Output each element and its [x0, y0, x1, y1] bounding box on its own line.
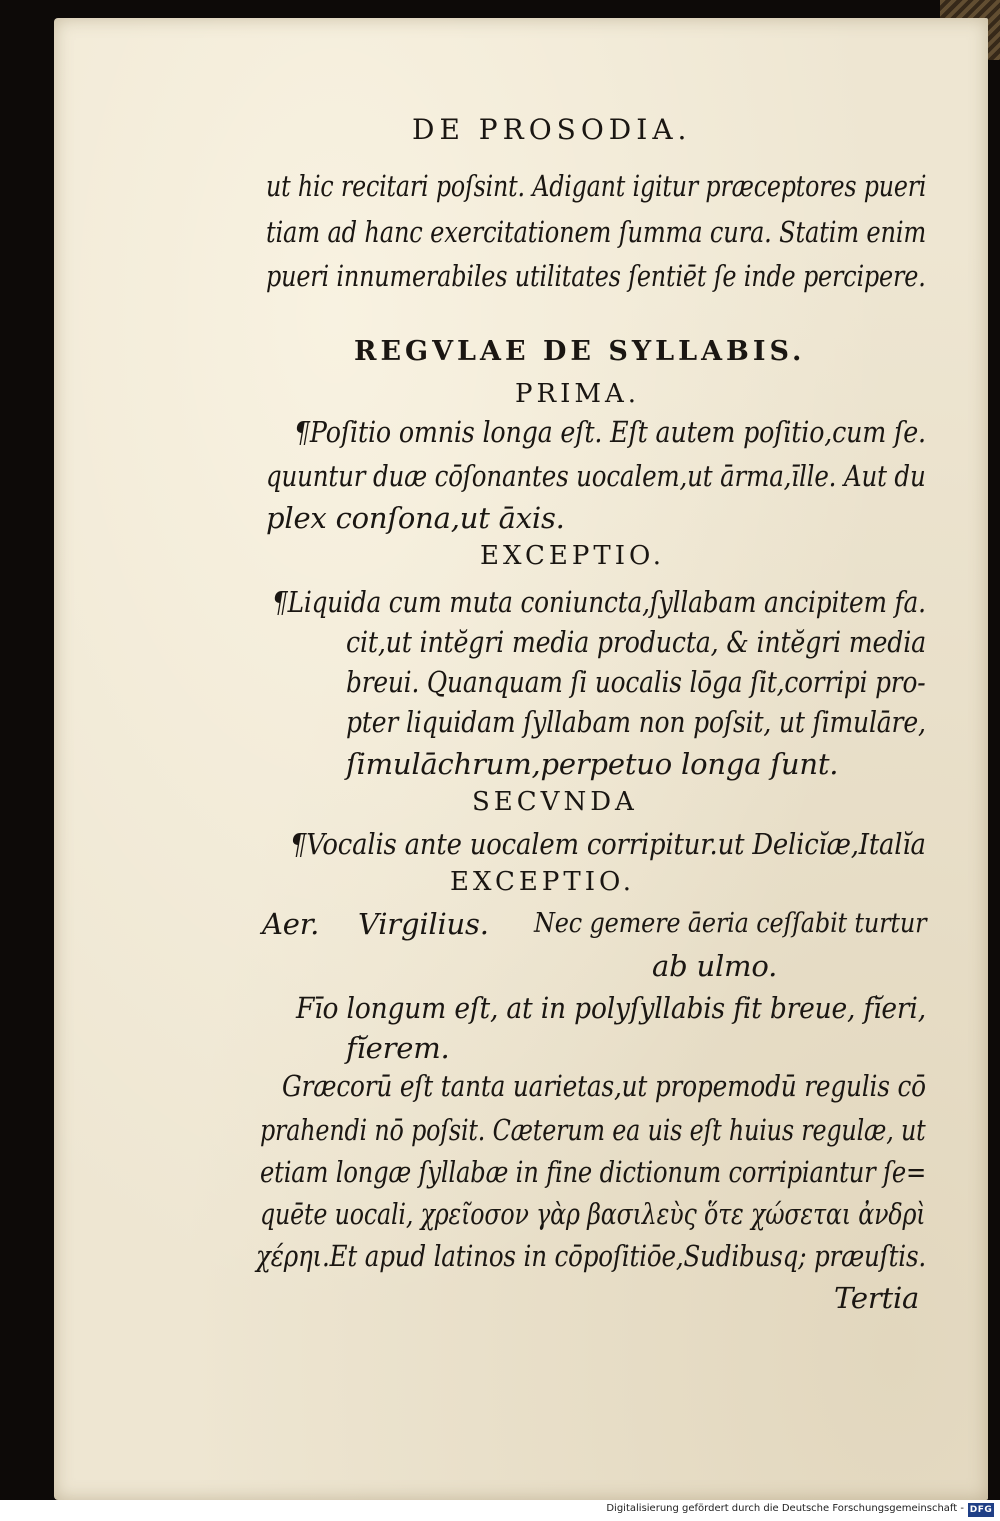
exceptio-1-line-5: ſimulāchrum,perpetuo longa ſunt.: [346, 747, 839, 781]
prima-line-3: plex conſona,ut āxis.: [266, 501, 565, 535]
fio-line-1: Fīo longum eſt, at in polyſyllabis fit breue, fĭeri,: [296, 991, 926, 1025]
intro-line-2: tiam ad hanc exercitationem ſumma cura. Statim enim: [266, 215, 927, 249]
digitization-footer: [0, 1500, 1000, 1521]
exceptio-1-line-3: breui. Quanquam ſi uocalis lōga ſit,corripi pro-: [346, 665, 926, 699]
graecorum-line-5: χέρηι.Et apud latinos in cōpoſitiōe,Sudibusq; præuſtis.: [256, 1239, 927, 1273]
graecorum-line-3: etiam longæ ſyllabæ in fine dictionum corripiantur ſe=: [260, 1155, 927, 1189]
exceptio-1-heading: EXCEPTIO.: [480, 541, 666, 571]
graecorum-line-4: quēte uocali, χρεῖοσον γὰρ βασιλεὺς ὅτε χώσεται ἀνδρὶ: [260, 1197, 926, 1231]
exceptio-1-line-1: ¶Liquida cum muta coniuncta,ſyllabam ancipitem fa.: [272, 585, 926, 619]
section-title: REGVLAE DE SYLLABIS.: [354, 336, 806, 367]
running-head: DE PROSODIA.: [412, 113, 692, 146]
intro-line-3: pueri innumerabiles utilitates ſentiēt ſe inde percipere.: [266, 259, 926, 293]
graecorum-line-2: prahendi nō poſsit. Cæterum ea uis eſt huius regulæ, ut: [260, 1113, 926, 1147]
exceptio-2-quote-line-1: Nec gemere āeria ceſſabit turtur: [534, 908, 927, 939]
intro-line-1: ut hic recitari poſsint. Adigant igitur præceptores pueri: [266, 169, 927, 203]
catchword: Tertia: [834, 1281, 920, 1315]
exceptio-1-line-2: cit,ut intĕgri media producta, & intĕgri media: [346, 625, 927, 659]
exceptio-2-aer: Aer.: [262, 907, 320, 941]
secunda-heading: SECVNDA: [472, 787, 638, 817]
graecorum-line-1: Græcorū eſt tanta uarietas,ut propemodū regulis cō: [282, 1069, 926, 1103]
prima-line-1: ¶Poſitio omnis longa eſt. Eſt autem poſitio,cum ſe.: [294, 415, 926, 449]
secunda-line: ¶Vocalis ante uocalem corripitur.ut Delicĭæ,Italĭa: [290, 827, 926, 861]
dfg-logo: DFG: [969, 1505, 993, 1515]
funding-credit: Digitalisierung gefördert durch die Deutsche Forschungsgemeinschaft -: [606, 1503, 964, 1514]
fio-line-2: fĭerem.: [346, 1031, 450, 1065]
prima-line-2: quuntur duæ cōſonantes uocalem,ut ārma,īlle. Aut du: [266, 459, 926, 493]
exceptio-2-heading: EXCEPTIO.: [450, 867, 636, 897]
prima-heading: PRIMA.: [515, 379, 641, 409]
exceptio-1-line-4: pter liquidam ſyllabam non poſsit, ut ſimulāre,: [346, 705, 926, 739]
exceptio-2-quote-line-2: ab ulmo.: [652, 949, 778, 983]
exceptio-2-virgilius: Virgilius.: [358, 907, 489, 941]
